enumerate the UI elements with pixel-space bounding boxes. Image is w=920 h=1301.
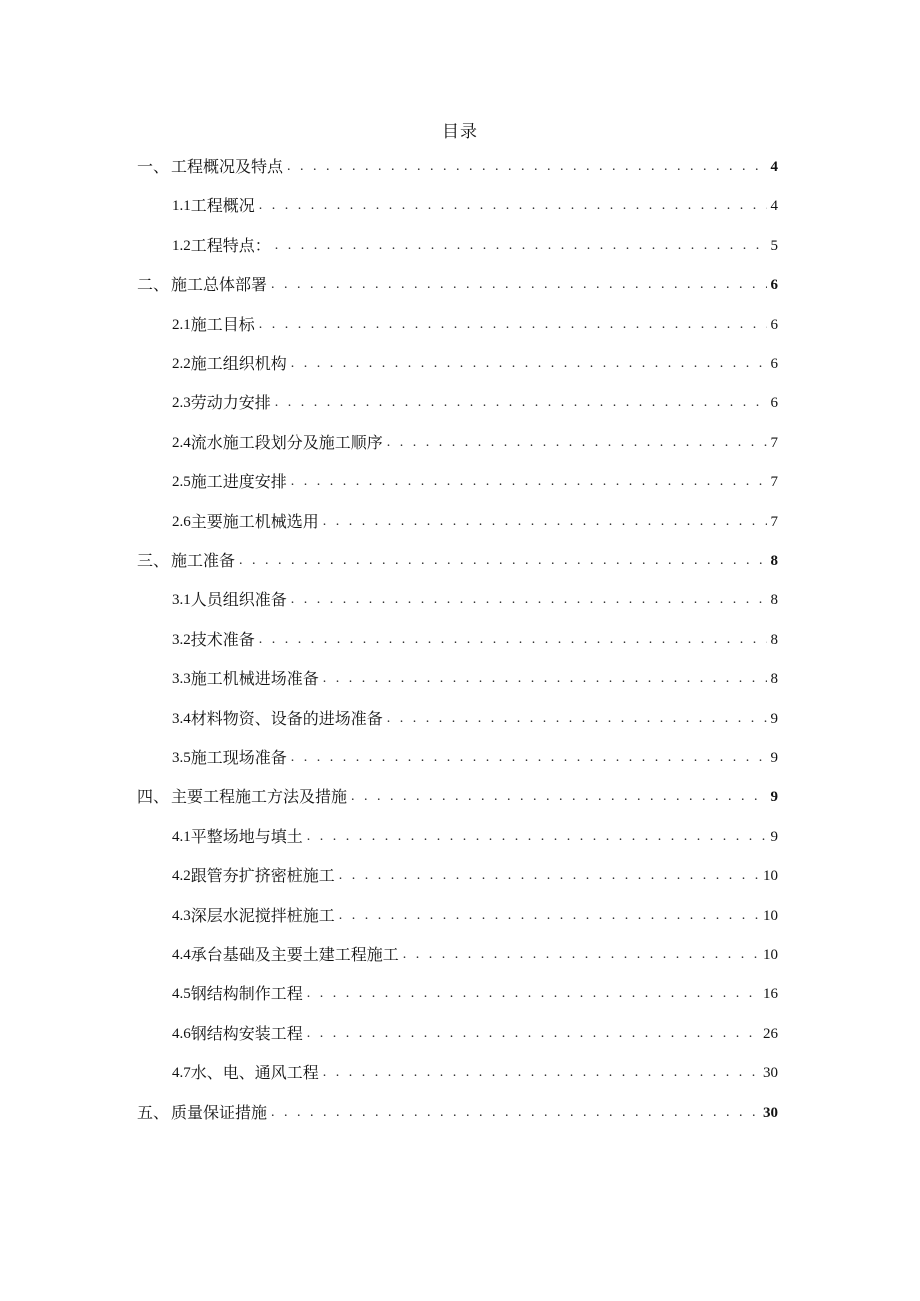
toc-entry-number: 2.6 — [172, 513, 191, 530]
toc-entry-number: 四、 — [137, 787, 170, 807]
toc-entry-number: 4.5 — [172, 986, 191, 1003]
toc-entry-label: 流水施工段划分及施工顺序 — [190, 432, 383, 452]
toc-entry-number: 2.5 — [172, 474, 191, 491]
toc-entry-label: 平整场地与填土 — [190, 826, 303, 846]
toc-entry-page-number: 6 — [770, 395, 778, 412]
toc-entry-page-number: 9 — [770, 710, 778, 727]
toc-entry-page-number: 9 — [770, 750, 778, 766]
toc-entry-page-number: 7 — [770, 434, 778, 451]
toc-dot-leader — [271, 271, 766, 299]
toc-dot-leader — [275, 232, 767, 260]
toc-entry-page-number: 10 — [763, 907, 778, 924]
toc-entry-page-number: 10 — [763, 947, 778, 963]
toc-entry-label: 跟管夯扩挤密桩施工 — [190, 866, 335, 886]
toc-entry-number: 3.5 — [172, 750, 191, 766]
toc-entry-number: 2.1 — [172, 316, 191, 333]
toc-section-entry[interactable] — [172, 1020, 778, 1048]
toc-entry-page-number: 16 — [763, 986, 778, 1003]
toc-entry-label: 主要施工机械选用 — [190, 511, 319, 531]
toc-dot-leader — [307, 980, 759, 1008]
toc-entry-label: 施工目标 — [190, 314, 255, 334]
toc-entry-label: 深层水泥搅拌桩施工 — [190, 905, 335, 925]
toc-dot-leader — [307, 823, 767, 851]
toc-section-entry[interactable] — [172, 980, 778, 1008]
toc-entry-label: 施工组织机构 — [190, 354, 287, 373]
toc-entry-page-number: 6 — [770, 316, 778, 333]
toc-entry-label: 主要工程施工方法及措施 — [171, 787, 348, 807]
toc-entry-page-number: 7 — [770, 474, 778, 491]
toc-title: 目录 — [442, 122, 478, 142]
toc-entry-label: 施工现场准备 — [190, 748, 287, 767]
toc-section-entry[interactable] — [172, 705, 778, 733]
toc-section-entry[interactable] — [172, 823, 778, 851]
toc-section-entry[interactable] — [172, 1059, 778, 1087]
toc-entry-page-number: 6 — [770, 356, 778, 372]
toc-entry-page-number: 7 — [770, 513, 778, 530]
toc-entry-label: 施工进度安排 — [190, 472, 287, 492]
toc-dot-leader — [387, 705, 767, 733]
toc-dot-leader — [403, 941, 759, 969]
toc-entry-page-number: 9 — [770, 828, 778, 845]
toc-entry-label: 钢结构安装工程 — [190, 1023, 303, 1043]
toc-dot-leader — [307, 1020, 759, 1048]
toc-entry-number: 1.1 — [172, 198, 191, 215]
toc-dot-leader — [271, 1099, 759, 1127]
toc-entry-number: 3.1 — [172, 592, 191, 609]
toc-section-entry[interactable] — [172, 862, 778, 890]
toc-entry-page-number: 30 — [763, 1104, 778, 1121]
toc-section-entry[interactable] — [172, 586, 778, 614]
toc-section-entry[interactable] — [172, 429, 778, 457]
toc-entry-page-number: 8 — [770, 592, 778, 609]
toc-entry-number: 1.2 — [172, 237, 191, 254]
toc-entry-number: 3.3 — [172, 671, 191, 688]
toc-entry-page-number: 9 — [770, 789, 778, 806]
toc-section-entry[interactable] — [172, 468, 778, 496]
toc-entry-label: 施工总体部署 — [171, 275, 268, 295]
toc-entry-number: 3.2 — [172, 631, 191, 648]
toc-dot-leader — [323, 665, 767, 693]
toc-dot-leader — [323, 1059, 759, 1087]
toc-entry-number: 4.7 — [172, 1065, 191, 1082]
toc-entry-label: 施工准备 — [171, 551, 236, 570]
toc-entry-label: 工程概况 — [190, 196, 255, 216]
toc-entry-label: 水、电、通风工程 — [190, 1063, 319, 1083]
toc-dot-leader — [291, 350, 767, 378]
toc-chapter-entry[interactable] — [137, 547, 778, 575]
toc-entry-page-number: 10 — [763, 868, 778, 885]
toc-entry-number: 4.6 — [172, 1025, 191, 1042]
toc-section-entry[interactable] — [172, 744, 778, 772]
toc-entry-number: 2.3 — [172, 395, 191, 412]
toc-entry-number: 一、 — [137, 157, 170, 176]
toc-entry-page-number: 26 — [763, 1025, 778, 1042]
toc-entry-label: 工程特点： — [190, 235, 271, 255]
toc-entry-number: 二、 — [137, 275, 170, 295]
toc-chapter-entry[interactable] — [137, 271, 778, 299]
toc-entry-number: 五、 — [137, 1102, 170, 1122]
toc-entry-page-number: 8 — [770, 671, 778, 688]
toc-entry-label: 人员组织准备 — [190, 590, 287, 610]
toc-entry-number: 4.4 — [172, 947, 191, 963]
toc-chapter-entry[interactable] — [137, 783, 778, 811]
toc-entry-page-number: 30 — [763, 1065, 778, 1082]
toc-dot-leader — [339, 862, 759, 890]
toc-entry-number: 4.3 — [172, 907, 191, 924]
toc-dot-leader — [291, 744, 767, 772]
toc-chapter-entry[interactable] — [137, 153, 778, 181]
toc-dot-leader — [351, 783, 766, 811]
toc-dot-leader — [323, 508, 767, 536]
toc-entry-number: 4.2 — [172, 868, 191, 885]
toc-dot-leader — [291, 468, 767, 496]
toc-entry-label: 钢结构制作工程 — [190, 984, 303, 1004]
toc-dot-leader — [275, 389, 767, 417]
toc-dot-leader — [287, 153, 766, 181]
toc-section-entry[interactable] — [172, 902, 778, 930]
toc-entry-number: 2.4 — [172, 434, 191, 451]
toc-section-entry[interactable] — [172, 389, 778, 417]
toc-dot-leader — [387, 429, 767, 457]
toc-entry-page-number: 4 — [770, 198, 778, 215]
toc-entry-label: 劳动力安排 — [190, 393, 271, 413]
toc-section-entry[interactable] — [172, 665, 778, 693]
toc-entry-page-number: 4 — [770, 159, 778, 175]
toc-entry-number: 三、 — [137, 551, 170, 570]
toc-entry-number: 3.4 — [172, 710, 191, 727]
toc-dot-leader — [259, 311, 767, 339]
toc-entry-page-number: 5 — [770, 237, 778, 254]
toc-dot-leader — [239, 547, 766, 575]
toc-dot-leader — [259, 192, 767, 220]
toc-section-entry[interactable] — [172, 192, 778, 220]
toc-section-entry[interactable] — [172, 311, 778, 339]
toc-entry-label: 质量保证措施 — [171, 1102, 268, 1122]
toc-dot-leader — [259, 626, 767, 654]
toc-dot-leader — [339, 902, 759, 930]
toc-dot-leader — [291, 586, 767, 614]
toc-entry-label: 施工机械进场准备 — [190, 669, 319, 689]
toc-section-entry[interactable] — [172, 350, 778, 378]
toc-entry-label: 工程概况及特点 — [171, 157, 284, 176]
toc-section-entry[interactable] — [172, 508, 778, 536]
toc-entry-number: 4.1 — [172, 828, 191, 845]
toc-chapter-entry[interactable] — [137, 1099, 778, 1127]
toc-entry-page-number: 8 — [770, 553, 778, 569]
toc-entry-page-number: 8 — [770, 631, 778, 648]
toc-entry-label: 材料物资、设备的进场准备 — [190, 708, 383, 728]
toc-entry-label: 技术准备 — [190, 629, 255, 649]
toc-entry-label: 承台基础及主要土建工程施工 — [190, 945, 399, 964]
toc-section-entry[interactable] — [172, 941, 778, 969]
toc-entry-page-number: 6 — [770, 277, 778, 294]
toc-section-entry[interactable] — [172, 232, 778, 260]
toc-section-entry[interactable] — [172, 626, 778, 654]
toc-entry-number: 2.2 — [172, 356, 191, 372]
